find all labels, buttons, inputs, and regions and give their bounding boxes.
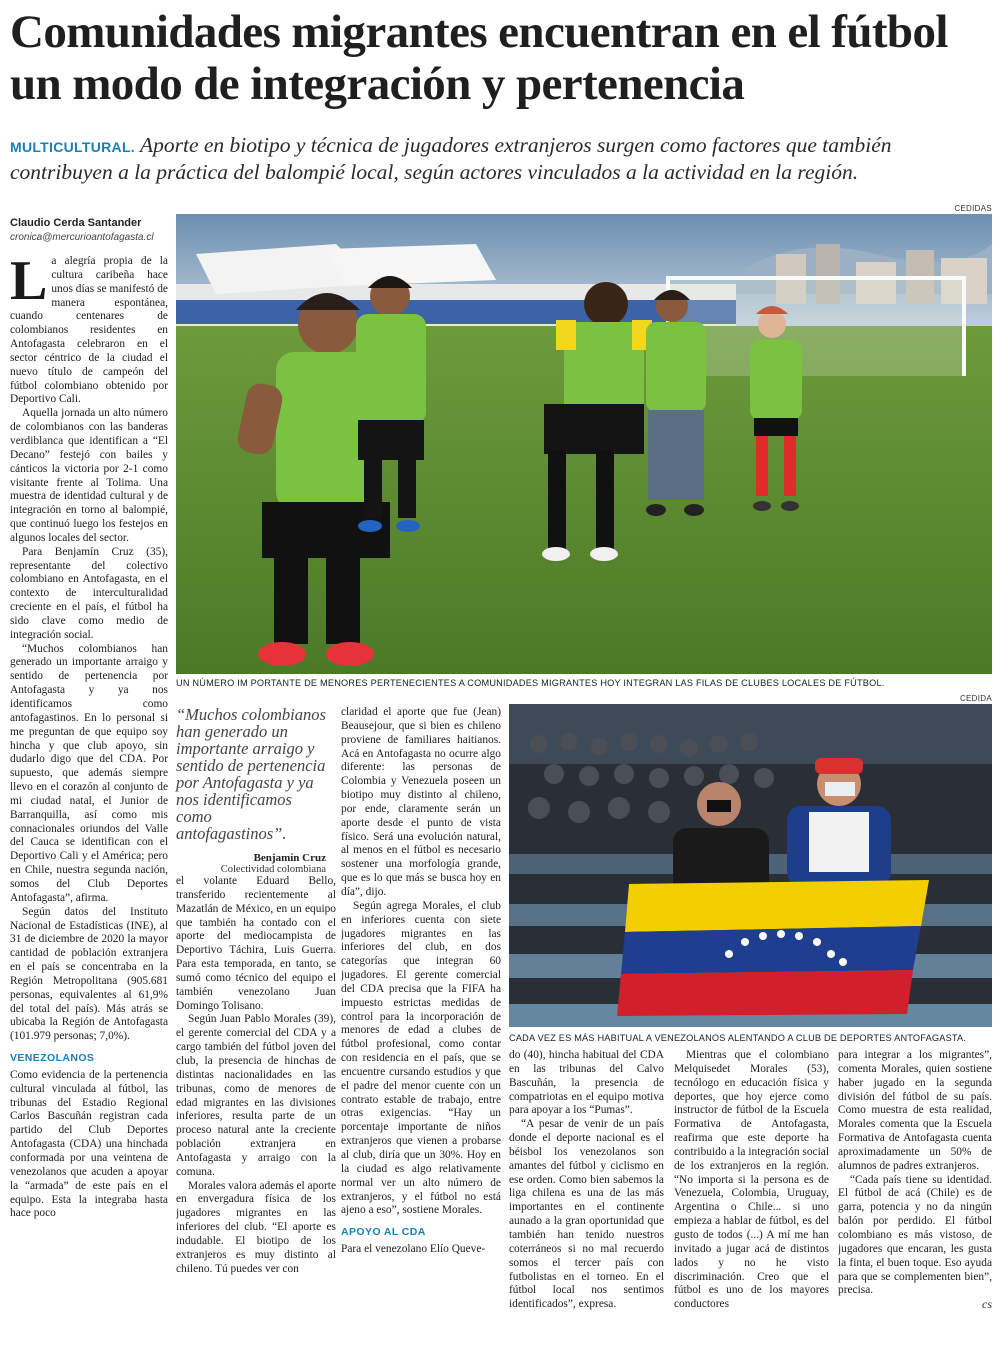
paragraph: Como evidencia de la pertenencia cultural vinculada al fútbol, las tribunas del Estadio Regional Carlos Bascuñán registran cada partido del Club Deportes Antofagasta (CDA) una hinchada conformada por una veintena de venezolanos que acuden a apoyar la “armada” de este país en el equipo. Esta la integraba hasta hace poco: [10, 1068, 168, 1220]
player: [646, 290, 706, 516]
paragraph: Según Juan Pablo Morales (39), el gerente comercial del CDA y a cargo también del fútbol joven del club, la presencia de hinchas de distintas nacionalidades en las tribunas, como de menores de edad migrantes en las divisiones inferiores, resulta parte de un proceso natural ante la creciente población extranjera en Antofagasta y arraigo con la comuna.: [176, 1013, 336, 1178]
paragraph: do (40), hincha habitual del CDA en las tribunas del Calvo Bascuñán, la presencia de compatriotas en el equipo motiva para apoyar a los “Pumas”.: [509, 1049, 664, 1117]
players-image: [176, 214, 992, 674]
paragraph: Morales valora además el aporte en envergadura física de los jugadores migrantes en las inferiores del club. “El aporte es indudable. El biotipo de los extranjeros es muy distinto al chileno. Tú puedes ver con: [176, 1179, 336, 1275]
deck: [10, 133, 995, 185]
photo-youth-players: [176, 214, 992, 674]
paragraph: “Muchos colombianos han generado un importante arraigo y sentido de pertenencia por Antofagasta y ya nos identificamos como antofagastinos. En lo personal si me preguntan de que equipo soy hincha y que club apoyo, sin dudarlo digo que del CDA. Por supuesto, que además siempre llevo en el corazón al conjunto de mi ciudad natal, el Junior de Barranquilla, así como mis connacionales oriundos del Valle del Cauca se identifican con el Deportivo Cali y el América; pero en Chile, nuestra segunda nación, somos del Club Deportes Antofagasta”, afirma.: [10, 642, 168, 904]
paragraph: Para el venezolano Elío Queve-: [341, 1243, 486, 1256]
fans-image: [509, 704, 992, 1027]
photo2-credit: CEDIDA: [959, 694, 992, 703]
paragraph: claridad el aporte que fue (Jean) Beausejour, que si bien es chileno proviene de familiares haitianos. Acá en Antofagasta no ocurre algo diferente: las personas de Colombia y Venezuela poseen un biotipo muy distinto al chileno, por ende, claramente serán un aporte desde el punto de vista físico. Será una evolución natural, al menos en el fútbol es necesario sostener una morfología grande, que es lo que más se busca hoy en día”, dijo.: [341, 706, 501, 898]
paragraph: Aquella jornada un alto número de colombianos con las banderas verdiblanca que identifican a “El Decano” festejó con bailes y cánticos la victoria por 2-1 como visitante frente al Tolima. Una muestra de identidad cultural y de integración en torno al balompié, que continuó luego los festejos en algunos locales del sector.: [10, 407, 168, 544]
photo-venezuelan-fans: [509, 704, 992, 1027]
paragraph: Según datos del Instituto Nacional de Estadísticas (INE), al 31 de diciembre de 2020 la mayor cantidad de población extranjera en el país se concentraba en la Región Metropolitana (905.681 personas, equivalentes al 61,9% del total del país). Más atrás se ubicaba la Región de Antofagasta (101.979 personas; 7,0%).: [10, 905, 168, 1043]
headline: Comunidades migrantes encuentran en el fútbol un modo de integración y pertenencia: [10, 6, 948, 110]
column-1: [10, 255, 168, 1359]
subhead-apoyo-cda: APOYO AL CDA: [341, 1226, 426, 1239]
drop-cap: L: [10, 255, 48, 312]
byline-email: cronica@mercurioantofagasta.cl: [10, 232, 154, 243]
end-mark: cs: [982, 1297, 992, 1312]
paragraph: el volante Eduard Bello, transferido recientemente al Mazatlán de México, en un equipo que también ha contado con el aporte del mediocampista de Deportivo Táchira, Luis Guerra. Para esta temporada, en tanto, se sumó como técnico del equipo el también venezolano Juan Domingo Tolisano.: [176, 875, 336, 1012]
paragraph: Mientras que el colombiano Melquisedet Morales (53), tecnólogo en educación física y deportes, que hoy ejerce como instructor de fútbol de la Escuela Formativa de Antofagasta, reafirma que este deporte ha contribuido a la integración social de los extranjeros en la región. “No importa si la persona es de Venezuela, Colombia, Uruguay, Argentina o Chile... si uno empieza a hablar de fútbol, es del gusto de todos (...) A mí me han invitado a jugar acá de distintos lados y no he visto discriminación. Creo que el fútbol es uno de los mayores conductores: [674, 1049, 829, 1311]
column-4: [509, 1049, 664, 1359]
subhead-venezolanos: VENEZOLANOS: [10, 1052, 95, 1065]
lead-paragraph: La alegría propia de la cultura caribeña hace unos días se manifestó de manera espontánea, cuando centenares de colombianos residentes en Antofagasta celebraron en el sector céntrico de la ciudad el nuevo título de campeón del fútbol colombiano obtenido por Deportivo Cali.: [10, 255, 168, 406]
paragraph: Según agrega Morales, el club en inferiores cuenta con siete jugadores migrantes en las inferiores del club, en dos categorías que integran 60 jugadores. El gerente comercial del CDA precisa que la FIFA ha impuesto estrictas medidas de control para la incorporación de menores de edad a clubes de fútbol profesional, como contar con residencia en el país, que se encuentre cursando estudios y que el padre del menor cuente con un contrato estable de trabajo, entre otras exigencias. “Hay un porcentaje importante de niños extranjeros que vienen a probarse al club, diría que un 30%. Hoy en la ciudad es algo relativamente normal ver un alto número de extranjeros, y el fútbol no está ajeno a eso”, sostiene Morales.: [341, 899, 501, 1217]
column-6: [838, 1049, 992, 1359]
deck-tag: MULTICULTURAL.: [10, 139, 135, 155]
paragraph: Para Benjamín Cruz (35), representante del colectivo colombiano en Antofagasta, en el contexto de interculturalidad creciente en el país, el fútbol ha sido clave como medio de integración social.: [10, 545, 168, 641]
photo1-credit: CEDIDAS: [954, 204, 992, 213]
photo2-caption: CADA VEZ ES MÁS HABITUAL A VENEZOLANOS ALENTANDO A CLUB DE DEPORTES ANTOFAGASTA.: [509, 1033, 967, 1043]
pullquote-text: “Muchos colombianos han generado un importante arraigo y sentido de pertenencia por Antofagasta y ya nos identificamos como antofagastinos”.: [176, 705, 326, 843]
paragraph: “Cada país tiene su identidad. El fútbol de acá (Chile) es de garra, potencia y no da ningún balón por perdido. El fútbol colombiano es más vistoso, de jugadores que encaran, les gusta la finta, el buen toque. Eso ayuda para que se complementen bien”, precisa.: [838, 1173, 992, 1297]
paragraph: “A pesar de venir de un país donde el deporte nacional es el béisbol los venezolanos son amantes del fútbol y ciclismo en ese orden. Como bien sabemos la liga chilena es una de las más importantes en el continente aunado a la gran oportunidad que también han tenido nuestros coterráneos si no mal recuerdo somos el tercer país con futbolistas en el torneo. En el fútbol local nos sentimos identificados”, expresa.: [509, 1118, 664, 1311]
paragraph: para integrar a los migrantes”, comenta Morales, quien sostiene haber jugado en la segunda división del fútbol de su país. Como muestra de esta realidad, Morales comenta que la Escuela Formativa de Antofagasta cuenta aproximadamente un 50% de alumnos de padres extranjeros.: [838, 1049, 992, 1172]
column-3: [341, 706, 501, 1359]
pullquote-author: Benjamín Cruz: [253, 852, 326, 864]
byline-author: Claudio Cerda Santander: [10, 217, 142, 229]
pullquote: [176, 706, 326, 875]
column-5: [674, 1049, 829, 1359]
pullquote-role: Colectividad colombiana: [220, 864, 326, 875]
deck-text: Aporte en biotipo y técnica de jugadores extranjeros surgen como factores que también contribuyen a la práctica del balompié local, según actores vinculados a la actividad en la región.: [10, 133, 892, 184]
photo1-caption: UN NÚMERO IM PORTANTE DE MENORES PERTENECIENTES A COMUNIDADES MIGRANTES HOY INTEGRAN LAS FILAS DE CLUBES LOCALES DE FÚTBOL.: [176, 678, 885, 688]
column-2: [176, 875, 336, 1359]
venezuelan-flag: [617, 880, 929, 1016]
